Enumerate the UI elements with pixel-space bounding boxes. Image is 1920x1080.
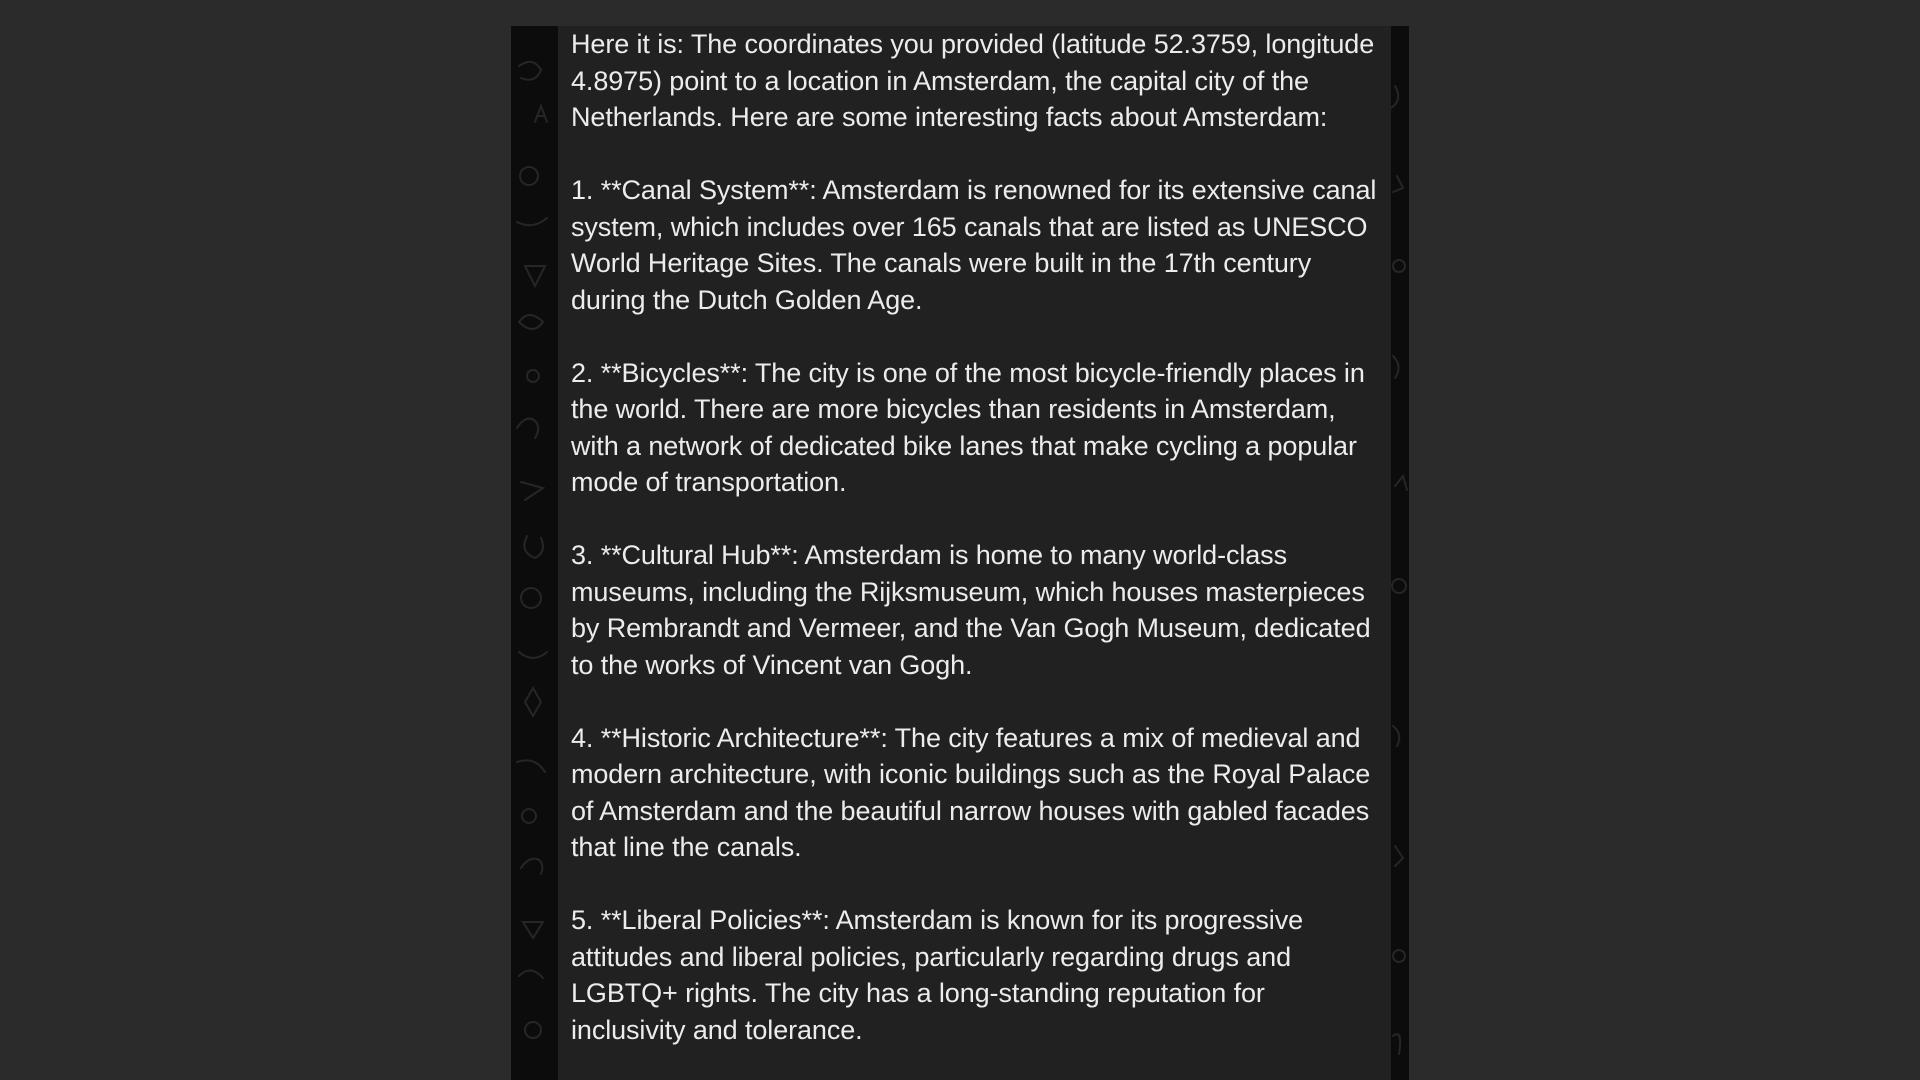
fact-cultural-hub: 3. **Cultural Hub**: Amsterdam is home to many world-class museums, including the Rijksmuseum, which houses masterpieces by Rembrandt and Vermeer, and the Van Gogh Museum, dedicated to the works of Vincent van Gogh.	[571, 540, 1371, 680]
assistant-message-bubble	[558, 26, 1391, 1080]
message-intro: Here it is: The coordinates you provided (latitude 52.3759, longitude 4.8975) point to a location in Amsterdam, the capital city of the Netherlands. Here are some interesting facts about Amsterdam:	[571, 29, 1375, 132]
chat-screen	[511, 26, 1409, 1080]
fact-liberal-policies: 5. **Liberal Policies**: Amsterdam is known for its progressive attitudes and liberal policies, particularly regarding drugs and LGBTQ+ rights. The city has a long-standing reputation for inclusivity and tolerance.	[571, 905, 1304, 1045]
fact-bicycles: 2. **Bicycles**: The city is one of the most bicycle-friendly places in the world. There are more bicycles than residents in Amsterdam, with a network of dedicated bike lanes that make cycling a popular mode of transportation.	[571, 357, 1365, 497]
fact-canal-system: 1. **Canal System**: Amsterdam is renowned for its extensive canal system, which includes over 165 canals that are listed as UNESCO World Heritage Sites. The canals were built in the 17th century during the Dutch Golden Age.	[571, 175, 1377, 315]
fact-historic-architecture: 4. **Historic Architecture**: The city features a mix of medieval and modern architecture, with iconic buildings such as the Royal Palace of Amsterdam and the beautiful narrow houses with gabled facades that line the canals.	[571, 722, 1371, 862]
message-body	[571, 26, 1377, 1048]
